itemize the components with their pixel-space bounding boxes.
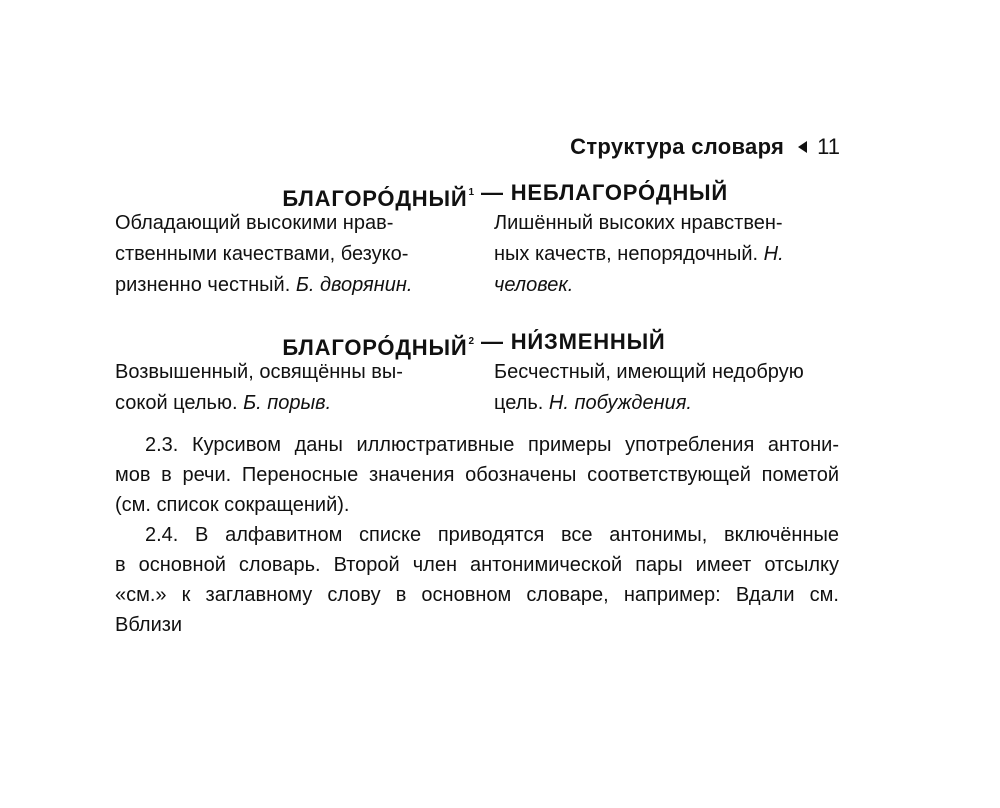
antonym-entry (115, 327, 840, 414)
section-title: Структура словаря (570, 134, 785, 159)
usage-example: Б. дворянин. (295, 274, 413, 296)
entry-headword-line (115, 327, 840, 360)
entry-headword-line (115, 178, 840, 211)
headword-left: БЛАГОРО́ДНЫЙ$^2$ (282, 335, 474, 360)
sense-number: 2 (468, 336, 474, 347)
definition-right: Лишённый высоких нравствен- ных качеств, непорядочный. Н. человек. (494, 208, 844, 301)
usage-example: Н. (763, 243, 784, 265)
antonym-entry (115, 178, 840, 296)
body-paragraph: 2.3. Курсивом даны иллюстративные примеры употребления антони- мов в речи. Переносные значения обозначены соответствующей пометой (см. список сокращений). (115, 434, 839, 516)
headword-right: — НИ́ЗМЕННЫЙ (481, 329, 666, 354)
headword-right: — НЕБЛАГОРО́ДНЫЙ (481, 180, 728, 205)
usage-example: человек. (494, 274, 574, 296)
body-paragraph: 2.4. В алфавитном списке приводятся все антонимы, включённые в основной словарь. Второй член антонимической пары имеет отсылку «см.» к заглавному слову в основном словаре, например: Вдали см. Вблизи (115, 524, 839, 636)
definition-left: Обладающий высокими нрав- ственными качествами, безуко- ризненно честный. Б. дворянин. (115, 212, 413, 296)
left-triangle-icon (798, 141, 807, 153)
page-number: 11 (817, 134, 840, 159)
definition-left: Возвышенный, освящённы вы- сокой целью. Б. порыв. (115, 361, 403, 414)
sense-number: 1 (468, 187, 474, 198)
usage-example: Б. порыв. (243, 392, 332, 414)
headword-left: БЛАГОРО́ДНЫЙ$^1$ (282, 186, 474, 211)
running-header (570, 131, 840, 163)
usage-example: Н. побуждения. (548, 392, 692, 414)
definition-right: Бесчестный, имеющий недобрую цель. Н. побуждения. (494, 361, 804, 414)
